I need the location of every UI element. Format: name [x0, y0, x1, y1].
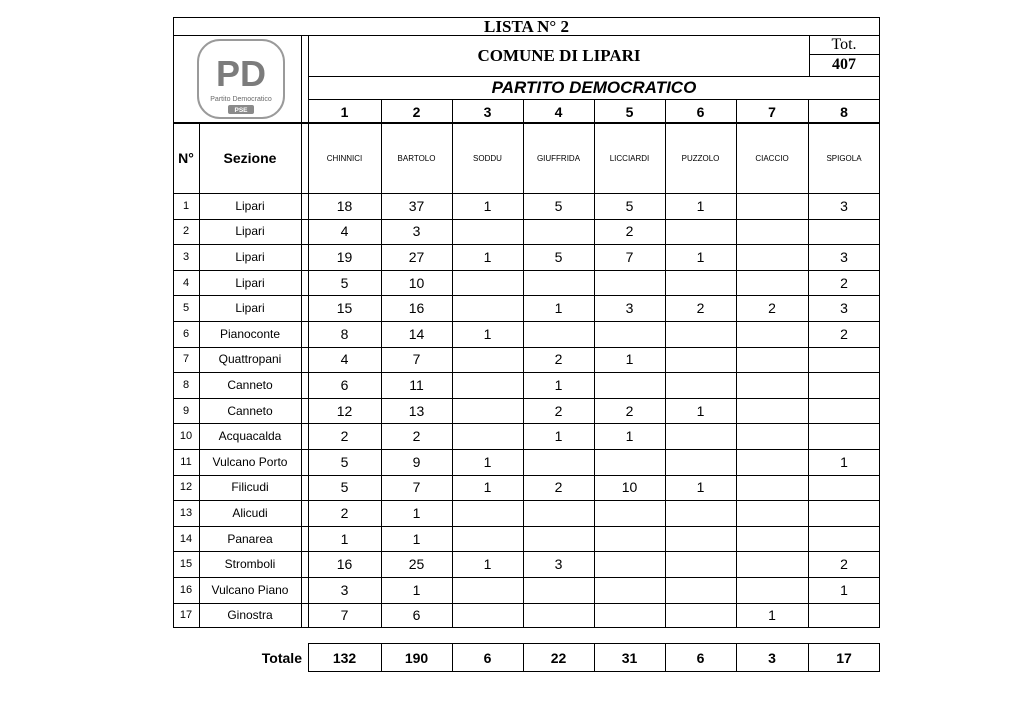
row-number: 12 — [179, 481, 193, 494]
vote-cell — [736, 423, 808, 449]
section-name: Acquacalda — [218, 429, 282, 444]
vote-cell: 2 — [554, 402, 563, 419]
total-cell: 3 — [768, 649, 776, 666]
total-value: 407 — [832, 56, 856, 73]
row-number: 1 — [182, 199, 190, 212]
vote-cell — [808, 500, 880, 526]
total-cell: 17 — [836, 649, 852, 666]
row-number: 10 — [179, 430, 193, 443]
total-cell: 22 — [550, 649, 567, 666]
vote-cell — [594, 577, 665, 603]
vote-cell — [452, 500, 523, 526]
vote-cell: 2 — [840, 274, 848, 291]
vote-cell: 16 — [336, 556, 353, 573]
vote-cell: 2 — [340, 504, 349, 521]
vote-cell: 2 — [840, 325, 848, 342]
section-name: Canneto — [227, 403, 273, 418]
vote-cell: 2 — [696, 300, 705, 317]
vote-cell: 2 — [625, 402, 634, 419]
vote-cell — [665, 603, 736, 629]
vote-cell: 1 — [412, 504, 421, 521]
row-number: 9 — [182, 404, 190, 417]
section-name: Lipari — [235, 249, 265, 264]
row-number: 17 — [179, 609, 193, 622]
vote-cell — [736, 321, 808, 347]
vote-cell — [594, 372, 665, 398]
vote-cell: 1 — [483, 453, 492, 470]
vote-cell — [665, 551, 736, 577]
vote-cell: 19 — [336, 248, 353, 265]
vote-cell — [523, 603, 594, 629]
vote-cell: 1 — [696, 479, 705, 496]
candidate-number: 2 — [412, 103, 421, 120]
section-name: Ginostra — [227, 608, 273, 623]
vote-cell — [736, 551, 808, 577]
section-name: Vulcano Piano — [211, 582, 289, 597]
vote-cell: 16 — [408, 300, 425, 317]
vote-cell: 1 — [840, 453, 848, 470]
vote-cell — [452, 398, 523, 424]
vote-cell — [523, 577, 594, 603]
candidate-number: 3 — [483, 103, 492, 120]
vote-cell: 1 — [483, 479, 492, 496]
header-section: Sezione — [223, 150, 277, 166]
total-label: Tot. — [831, 36, 857, 53]
candidate-number: 5 — [625, 103, 634, 120]
vote-cell — [452, 347, 523, 373]
vote-cell: 1 — [412, 581, 421, 598]
vote-cell — [808, 526, 880, 552]
total-cell: 6 — [483, 649, 492, 666]
candidate-name: LICCIARDI — [609, 153, 650, 163]
vote-cell: 1 — [483, 197, 492, 214]
row-number: 6 — [182, 327, 190, 340]
vote-cell: 1 — [840, 581, 848, 598]
vote-cell — [665, 577, 736, 603]
vote-cell — [523, 500, 594, 526]
vote-cell — [523, 449, 594, 475]
candidate-name: BARTOLO — [397, 153, 436, 163]
vote-cell: 13 — [408, 402, 425, 419]
total-cell: 190 — [404, 649, 429, 666]
section-name: Filicudi — [231, 480, 269, 495]
vote-cell: 6 — [412, 607, 421, 624]
vote-cell — [594, 603, 665, 629]
vote-cell: 3 — [840, 300, 848, 317]
candidate-name: SPIGOLA — [826, 153, 862, 163]
vote-cell: 5 — [554, 197, 563, 214]
header-number: N° — [178, 150, 194, 166]
vote-cell — [665, 526, 736, 552]
list-title: LISTA N° 2 — [484, 16, 569, 36]
candidate-number: 8 — [840, 103, 848, 120]
vote-cell — [736, 219, 808, 245]
total-cell: 6 — [696, 649, 705, 666]
vote-cell — [594, 500, 665, 526]
vote-cell — [736, 398, 808, 424]
vote-cell: 2 — [840, 556, 848, 573]
candidate-name: CIACCIO — [755, 153, 789, 163]
vote-cell — [808, 423, 880, 449]
vote-cell: 2 — [768, 300, 776, 317]
vote-cell: 3 — [840, 197, 848, 214]
party-title: PARTITO DEMOCRATICO — [491, 78, 697, 97]
vote-cell: 1 — [696, 402, 705, 419]
row-number: 15 — [179, 558, 193, 571]
vote-cell: 2 — [625, 223, 634, 240]
vote-cell — [665, 423, 736, 449]
vote-cell — [523, 270, 594, 296]
vote-cell: 2 — [340, 428, 349, 445]
vote-cell: 3 — [840, 248, 848, 265]
vote-cell — [808, 347, 880, 373]
vote-cell: 1 — [554, 300, 563, 317]
section-name: Lipari — [235, 275, 265, 290]
vote-cell — [808, 398, 880, 424]
vote-cell — [736, 244, 808, 270]
vote-cell: 27 — [408, 248, 425, 265]
vote-cell — [808, 372, 880, 398]
vote-cell: 37 — [408, 197, 425, 214]
vote-cell — [808, 219, 880, 245]
section-name: Quattropani — [218, 352, 282, 367]
vote-cell — [736, 270, 808, 296]
vote-cell: 2 — [554, 351, 563, 368]
vote-cell — [808, 475, 880, 501]
section-name: Vulcano Porto — [212, 454, 288, 469]
section-name: Lipari — [235, 301, 265, 316]
vote-cell — [523, 321, 594, 347]
vote-cell: 7 — [625, 248, 634, 265]
total-cell: 132 — [332, 649, 357, 666]
vote-cell — [736, 500, 808, 526]
vote-cell: 18 — [336, 197, 353, 214]
vote-cell: 1 — [696, 248, 705, 265]
vote-cell: 1 — [412, 530, 421, 547]
vote-cell — [523, 526, 594, 552]
row-number: 14 — [179, 532, 193, 545]
vote-cell — [452, 295, 523, 321]
vote-cell: 12 — [336, 402, 353, 419]
candidate-name: PUZZOLO — [681, 153, 720, 163]
vote-cell: 8 — [340, 325, 349, 342]
vote-cell: 1 — [768, 607, 776, 624]
vote-cell: 5 — [625, 197, 634, 214]
row-number: 8 — [182, 378, 190, 391]
vote-cell: 1 — [625, 351, 634, 368]
vote-cell — [665, 347, 736, 373]
vote-cell — [452, 423, 523, 449]
vote-cell — [452, 372, 523, 398]
vote-cell: 5 — [554, 248, 563, 265]
vote-cell — [523, 219, 594, 245]
vote-cell: 15 — [336, 300, 353, 317]
candidate-name: CHINNICI — [326, 153, 363, 163]
section-name: Canneto — [227, 377, 273, 392]
logo-badge: PSE — [234, 107, 248, 114]
vote-cell — [736, 526, 808, 552]
vote-cell: 4 — [340, 223, 349, 240]
vote-cell — [665, 449, 736, 475]
section-name: Lipari — [235, 198, 265, 213]
vote-cell: 3 — [412, 223, 421, 240]
total-cell: 31 — [621, 649, 638, 666]
vote-cell: 3 — [340, 581, 349, 598]
vote-cell: 10 — [408, 274, 425, 291]
vote-cell: 9 — [412, 453, 421, 470]
vote-cell: 3 — [554, 556, 563, 573]
vote-cell: 7 — [412, 479, 421, 496]
vote-cell: 5 — [340, 479, 349, 496]
vote-cell — [665, 321, 736, 347]
candidate-number: 4 — [554, 103, 563, 120]
vote-cell — [594, 551, 665, 577]
vote-cell: 7 — [340, 607, 349, 624]
vote-cell — [452, 219, 523, 245]
row-number: 4 — [182, 276, 190, 289]
row-number: 3 — [182, 250, 190, 263]
vote-cell — [665, 372, 736, 398]
comune-title: COMUNE DI LIPARI — [477, 46, 641, 65]
row-number: 16 — [179, 583, 193, 596]
row-number: 7 — [182, 353, 190, 366]
vote-cell — [808, 603, 880, 629]
vote-cell — [736, 475, 808, 501]
vote-cell — [665, 500, 736, 526]
party-logo-icon — [195, 38, 287, 120]
row-number: 2 — [182, 225, 190, 238]
row-number: 5 — [182, 302, 190, 315]
totale-label: Totale — [261, 649, 302, 666]
vote-cell: 1 — [554, 376, 563, 393]
row-number: 13 — [179, 506, 193, 519]
vote-cell: 7 — [412, 351, 421, 368]
vote-cell: 11 — [409, 376, 424, 393]
section-name: Stromboli — [224, 557, 276, 572]
vote-cell — [452, 603, 523, 629]
vote-cell — [594, 270, 665, 296]
vote-cell: 4 — [340, 351, 349, 368]
vote-cell: 5 — [340, 453, 349, 470]
vote-cell: 1 — [483, 556, 492, 573]
vote-cell — [736, 347, 808, 373]
candidate-name: GIUFFRIDA — [536, 153, 581, 163]
candidate-number: 6 — [696, 103, 705, 120]
vote-cell: 2 — [554, 479, 563, 496]
vote-cell: 6 — [340, 376, 349, 393]
vote-cell — [594, 321, 665, 347]
vote-cell — [594, 526, 665, 552]
vote-cell: 1 — [483, 248, 492, 265]
vote-cell — [736, 577, 808, 603]
vote-cell: 14 — [408, 325, 425, 342]
vote-cell — [736, 372, 808, 398]
vote-cell — [452, 270, 523, 296]
vote-cell: 2 — [412, 428, 421, 445]
vote-cell: 1 — [625, 428, 634, 445]
vote-cell: 1 — [696, 197, 705, 214]
vote-cell — [452, 526, 523, 552]
vote-cell: 1 — [340, 530, 349, 547]
vote-cell: 1 — [483, 325, 492, 342]
vote-cell — [736, 449, 808, 475]
logo-subtitle: Partito Democratico — [210, 96, 272, 103]
candidate-name: SODDU — [473, 153, 502, 163]
vote-cell: 5 — [340, 274, 349, 291]
vote-cell — [594, 449, 665, 475]
vote-cell: 3 — [625, 300, 634, 317]
vote-cell: 10 — [621, 479, 638, 496]
candidate-number: 1 — [340, 103, 349, 120]
vote-cell — [736, 193, 808, 219]
section-name: Alicudi — [232, 505, 268, 520]
vote-cell — [665, 219, 736, 245]
section-name: Pianoconte — [219, 326, 281, 341]
vote-cell: 1 — [554, 428, 563, 445]
section-name: Lipari — [235, 224, 265, 239]
section-name: Panarea — [227, 531, 273, 546]
vote-cell: 25 — [408, 556, 425, 573]
vote-cell — [665, 270, 736, 296]
row-number: 11 — [180, 455, 192, 468]
vote-cell — [452, 577, 523, 603]
candidate-number: 7 — [768, 103, 776, 120]
logo-mark: PD — [215, 53, 267, 94]
